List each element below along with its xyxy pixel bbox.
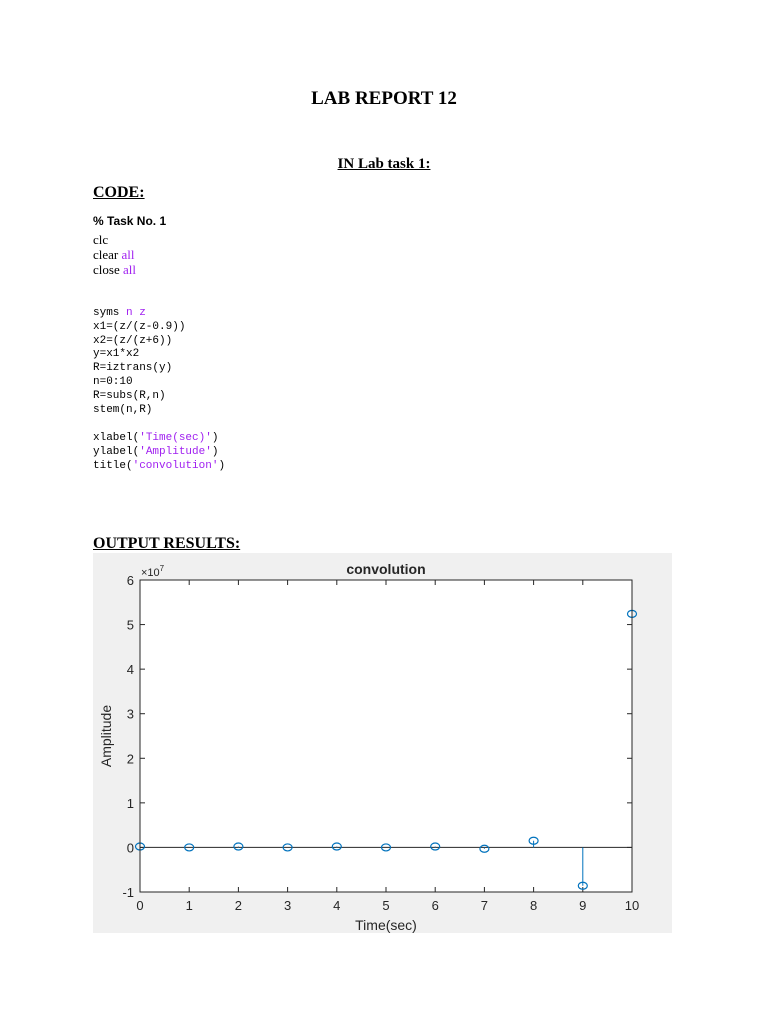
code-comment: % Task No. 1 bbox=[93, 214, 167, 228]
code-block-labels bbox=[93, 432, 225, 473]
code-line-title: title('convolution') bbox=[93, 459, 226, 472]
report-title: LAB REPORT 12 bbox=[311, 88, 457, 109]
code-line-n: n=0:10 bbox=[93, 375, 133, 388]
x-tick-label: 8 bbox=[529, 898, 538, 913]
x-tick-label: 6 bbox=[431, 898, 439, 913]
code-line-ylabel: ylabel('Amplitude') bbox=[93, 445, 219, 458]
x-tick-label: 1 bbox=[185, 898, 193, 913]
x-tick-label: 3 bbox=[283, 898, 292, 913]
x-tick-label: 2 bbox=[234, 898, 243, 913]
code-line-x1: x1=(z/(z-0.9)) bbox=[93, 320, 186, 333]
setup-commands bbox=[93, 232, 136, 277]
code-line-subs: R=subs(R,n) bbox=[93, 389, 166, 402]
x-tick-label: 0 bbox=[136, 898, 144, 913]
code-line-y: y=x1*x2 bbox=[93, 348, 140, 361]
output-heading: OUTPUT RESULTS: bbox=[93, 535, 241, 552]
y-axis-label: Amplitude bbox=[98, 704, 114, 768]
task-heading: IN Lab task 1: bbox=[337, 156, 431, 172]
close-argument: all bbox=[122, 262, 136, 277]
y-tick-label: 6 bbox=[126, 573, 134, 588]
y-tick-label: 1 bbox=[126, 795, 134, 811]
clear-command: clear bbox=[93, 247, 119, 262]
y-exponent bbox=[141, 564, 165, 579]
x-tick-label: 10 bbox=[624, 898, 640, 913]
y-tick-label: 2 bbox=[126, 751, 134, 767]
x-tick-label: 4 bbox=[333, 898, 341, 913]
x-tick-label: 9 bbox=[579, 898, 587, 913]
matlab-figure bbox=[93, 553, 672, 933]
chart-title: convolution bbox=[346, 561, 426, 577]
y-tick-label: -1 bbox=[122, 885, 134, 900]
y-exponent-base: ×10 bbox=[141, 567, 160, 579]
code-line-iztrans: R=iztrans(y) bbox=[93, 362, 173, 375]
y-tick-label: 0 bbox=[126, 840, 134, 856]
code-line-syms: syms n z bbox=[93, 307, 146, 319]
y-exponent-power: 7 bbox=[159, 564, 165, 573]
x-tick-label: 7 bbox=[480, 898, 489, 913]
code-line-close bbox=[93, 262, 136, 277]
close-command: close bbox=[93, 262, 120, 277]
code-line-clc: clc bbox=[93, 232, 109, 247]
code-line-xlabel: xlabel('Time(sec)') bbox=[93, 432, 219, 444]
stem-plot bbox=[93, 553, 672, 933]
clear-argument: all bbox=[121, 247, 135, 262]
code-heading: CODE: bbox=[93, 184, 145, 201]
y-tick-label: 4 bbox=[126, 662, 134, 678]
y-tick-label: 5 bbox=[126, 617, 134, 633]
x-axis-label: Time(sec) bbox=[355, 917, 417, 933]
code-line-clear bbox=[93, 247, 136, 262]
plot-area bbox=[140, 580, 632, 892]
code-block-main bbox=[93, 307, 185, 417]
code-line-stem: stem(n,R) bbox=[93, 403, 153, 416]
code-line-x2: x2=(z/(z+6)) bbox=[93, 334, 173, 347]
y-tick-label: 3 bbox=[126, 706, 134, 722]
x-tick-label: 5 bbox=[382, 898, 390, 913]
